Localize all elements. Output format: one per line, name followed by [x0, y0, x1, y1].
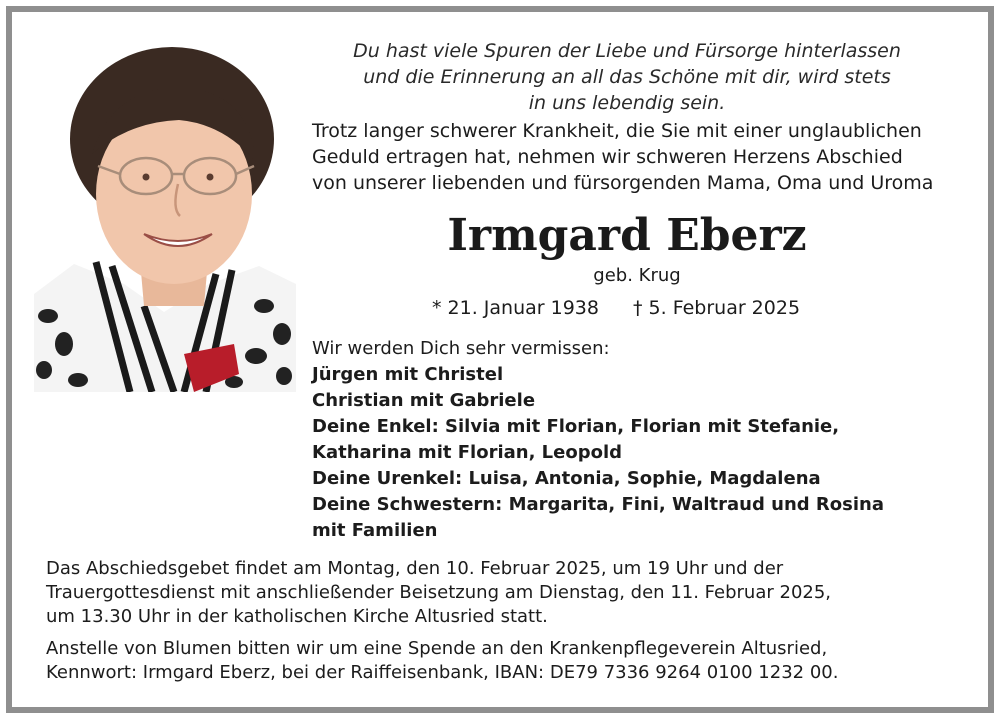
mourner-line: Jürgen mit Christel — [312, 364, 504, 385]
memorial-verse — [312, 38, 942, 116]
intro-line: Geduld ertragen hat, nehmen wir schweren Herzens Abschied — [312, 146, 903, 168]
mourner-line: Deine Schwestern: Margarita, Fini, Waltraud und Rosina — [312, 494, 884, 515]
deceased-name: Irmgard Eberz — [447, 210, 807, 261]
service-line: Das Abschiedsgebet findet am Montag, den 10. Februar 2025, um 19 Uhr und der — [46, 558, 784, 579]
donation-line: Anstelle von Blumen bitten wir um eine Spende an den Krankenpflegeverein Altusried, — [46, 638, 828, 659]
verse-line: in uns lebendig sein. — [528, 92, 726, 114]
life-dates — [432, 295, 932, 321]
cross-icon: † — [633, 297, 643, 319]
mourner-line: Christian mit Gabriele — [312, 390, 536, 411]
obituary-frame — [6, 6, 994, 713]
mourners-list — [312, 336, 972, 544]
mourners-lead: Wir werden Dich sehr vermissen: — [312, 338, 610, 359]
mourner-line: Deine Enkel: Silvia mit Florian, Florian mit Stefanie, — [312, 416, 840, 437]
mourner-line: Deine Urenkel: Luisa, Antonia, Sophie, Magdalena — [312, 468, 821, 489]
funeral-details — [46, 557, 966, 685]
death-date: 5. Februar 2025 — [648, 297, 801, 319]
verse-line: Du hast viele Spuren der Liebe und Fürsorge hinterlassen — [353, 40, 901, 62]
mourner-line: mit Familien — [312, 520, 438, 541]
intro-line: Trotz langer schwerer Krankheit, die Sie mit einer unglaublichen — [312, 120, 922, 142]
donation-line: Kennwort: Irmgard Eberz, bei der Raiffeisenbank, IBAN: DE79 7336 9264 0100 1232 00. — [46, 662, 839, 683]
birth-date: * 21. Januar 1938 — [432, 297, 599, 319]
intro-text — [312, 118, 992, 196]
portrait-photo — [34, 44, 296, 392]
service-line: Trauergottesdienst mit anschließender Beisetzung am Dienstag, den 11. Februar 2025, — [46, 582, 832, 603]
maiden-name: geb. Krug — [593, 265, 681, 286]
mourner-line: Katharina mit Florian, Leopold — [312, 442, 623, 463]
death-date-group — [633, 297, 800, 319]
portrait-illustration — [34, 44, 296, 392]
service-line: um 13.30 Uhr in der katholischen Kirche Altusried statt. — [46, 606, 548, 627]
intro-line: von unserer liebenden und fürsorgenden Mama, Oma und Uroma — [312, 172, 934, 194]
verse-line: und die Erinnerung an all das Schöne mit dir, wird stets — [363, 66, 891, 88]
